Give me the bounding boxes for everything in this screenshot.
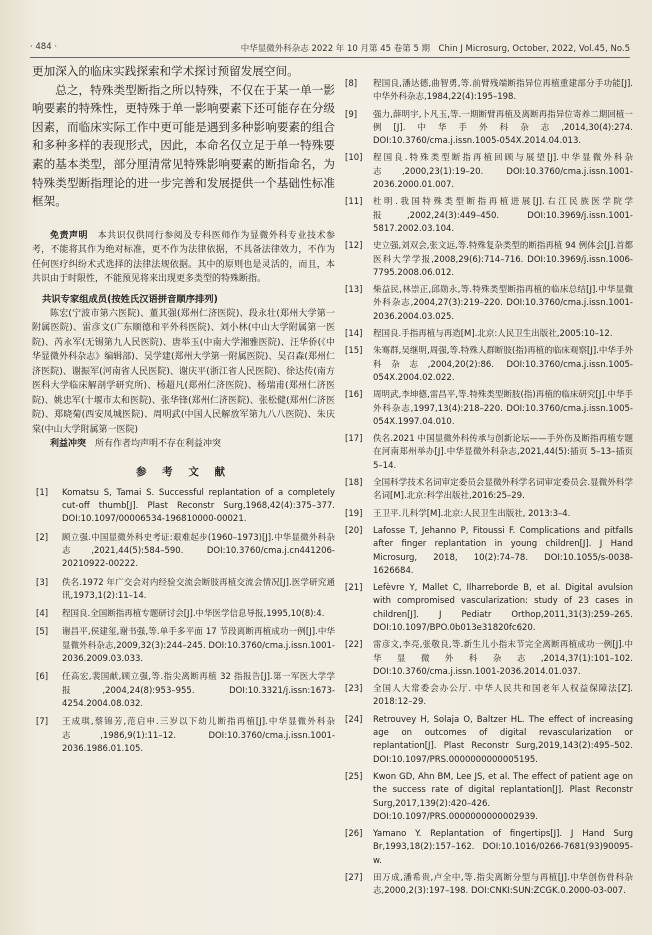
reference-item <box>345 477 633 504</box>
reference-number: [25] <box>345 771 363 782</box>
reference-item <box>345 78 633 105</box>
header-rule <box>30 57 630 58</box>
references-heading: 参 考 文 献 <box>136 465 231 478</box>
reference-item <box>345 714 633 767</box>
reference-item <box>345 771 633 824</box>
reference-number: [27] <box>345 873 363 884</box>
reference-item <box>32 487 335 527</box>
reference-item <box>32 716 335 756</box>
reference-text: 周明武,李坤德,雷昌平,等.特殊类型断肢(指)再植的临床研究[J].中华手外科杂志,1997,13(4):218–220. DOI:10.3760/cma.j.issn.1005-054X.1997.04.010. <box>373 390 633 427</box>
reference-number: [18] <box>345 478 363 489</box>
committee-members: 陈宏(宁波市第六医院)、董其强(郑州仁济医院)、段永壮(郑州大学第一附属医院)、雷彦文(广东顺德和平外科医院)、刘小林(中山大学附属第一医院)、芮永军(无锡第九人民医院)、唐举玉(中南大学湘雅医院)、汪华侨(《中华显微外科杂志》编辑部)、吴学建(郑州大学第一附属医院)、吴召森(郑州仁济医院)、谢振军(河南省人民医院)、谢庆平(浙江省人民医院)、徐达传(南方医科大学临床解剖学研究所)、杨超凡(郑州仁济医院)、杨瑞甫(郑州仁济医院)、姚忠军(十堰市太和医院)、张华锋(郑州仁济医院)、张松健(郑州仁济医院)、郑晓菊(西安凤城医院)、周明武(中国人民解放军第九八八医院)、朱庆棠(中山大学附属第一医院) <box>32 308 335 435</box>
reference-number: [24] <box>345 714 363 725</box>
reference-item <box>32 626 335 666</box>
reference-text: 朱骞群,吴继明,周强,等.特殊人群断肢(指)再植的临床观察[J].中华手外科杂志,2004,20(2):86. DOI:10.3760/cma.j.issn.1005-054X.2004.02.022. <box>373 346 633 383</box>
reference-number: [1] <box>36 487 49 498</box>
reference-text: 谢昌平,侯建玺,谢书强,等.单手多平面 17 节段离断再植成功一例[J].中华显微外科杂志,2009,32(3):244–245. DOI:10.3760/cma.j.issn.1001-2036.2009.03.033. <box>62 627 335 665</box>
reference-item <box>32 608 335 621</box>
reference-text: Yamano Y. Replantation of fingertips[J]. J Hand Surg Br,1993,18(2):157–162. DOI:10.1016/0266-7681(93)90095-w. <box>373 829 633 866</box>
left-column <box>32 62 335 761</box>
reference-number: [17] <box>345 434 363 445</box>
reference-item <box>345 345 633 385</box>
reference-list-left <box>32 487 335 756</box>
disclaimer-text: 本共识仅供同行参阅及专科医师作为显微外科专业技术参考，不能将其作为绝对标准，更不作为法律依据，不具备法律效力，不作为任何医疗纠纷术式选择的法律法规依据。其中的原则也是灵活的，而且，本共识由于时限性，不能预见将来出现更多类型的特殊断指。 <box>32 230 335 285</box>
reference-number: [9] <box>345 109 358 120</box>
continuation-paragraph: 更加深入的临床实践探索和学术探讨预留发展空间。 <box>32 64 299 78</box>
reference-number: [8] <box>345 79 358 89</box>
reference-number: [6] <box>36 672 49 683</box>
reference-text: 程国良,潘达德,曲智勇,等.前臂残端断指异位再植重建部分手功能[J].中华外科杂志,1984,22(4):195–198. <box>373 79 633 103</box>
right-column <box>345 78 633 903</box>
reference-number: [11] <box>345 197 363 208</box>
reference-text: Komatsu S, Tamai S. Successful replantation of a completely cut-off thumb[J]. Plast Reconstr Surg,1968,42(4):375–377. DOI:10.1097/00006534-196810000-00021. <box>62 487 335 525</box>
reference-item <box>345 284 633 324</box>
conflict-label: 利益冲突 <box>50 439 87 450</box>
reference-item <box>345 872 633 899</box>
reference-item <box>32 671 335 711</box>
reference-number: [26] <box>345 829 363 840</box>
reference-number: [16] <box>345 390 363 401</box>
disclaimer-paragraph <box>32 229 335 287</box>
reference-number: [2] <box>36 532 49 543</box>
reference-item <box>345 525 633 578</box>
reference-number: [19] <box>345 508 363 519</box>
reference-list-right <box>345 78 633 899</box>
reference-text: 程国良.手指再植与再造[M].北京:人民卫生出版社,2005:10–12. <box>373 329 613 340</box>
reference-item <box>345 582 633 635</box>
reference-item <box>345 240 633 280</box>
summary-paragraph: 总之，特殊类型断指之所以特殊，不仅在于某一单一影响要素的特殊性，更特殊于单一影响要素下还可能存在分级因素，而临床实际工作中更可能是遇到多种影响要素的组合和多种多样的表现形式，因此，本命名仅立足于单一特殊要素的基本类型，部分厘清常见特殊影响要素的断指命名，为特殊类型断指理论的进一步完善和发展提供一个基础性标准框架。 <box>32 82 335 209</box>
reference-text: 佚名.2021 中国显微外科传承与创新论坛——手外伤及断指再植专题在河南郑州举办[J].中华显微外科杂志,2021,44(5):插页 5–13–插页 5–14. <box>373 434 633 471</box>
reference-text: 雷彦文,李亮,张敬良,等.新生儿小指末节完全离断再植成功一例[J].中华显微外科杂志,2014,37(1):101–102. DOI:10.3760/cma.j.issn.1001-2036.2014.01.037. <box>373 640 633 677</box>
reference-text: 田万成,潘希贵,卢全中,等.指尖离断分型与再植[J].中华创伤骨科杂志,2000,2(3):197–198. DOI:CNKI:SUN:ZCGK.0.2000-03-007. <box>373 873 633 897</box>
reference-number: [7] <box>36 717 49 728</box>
reference-item <box>345 196 633 236</box>
reference-number: [21] <box>345 583 363 594</box>
page-number: · 484 · <box>30 42 58 52</box>
reference-text: 顾立强.中国显微外科史考证:艰难起步(1960–1973)[J].中华显微外科杂志,2021,44(5):584–590. DOI:10.3760/cma.j.cn441206-20210922-00222. <box>62 532 335 570</box>
reference-number: [4] <box>36 609 49 620</box>
reference-item <box>32 577 335 604</box>
reference-item <box>345 508 633 521</box>
reference-text: 佚名.1972 年广交会对内经验交流会断肢再植交流会情况[J].医学研究通讯,1973,1(2):11–14. <box>62 577 335 601</box>
reference-number: [10] <box>345 153 363 164</box>
reference-item <box>345 389 633 429</box>
reference-item <box>345 152 633 192</box>
reference-item <box>345 433 633 473</box>
reference-text: 王成琪,蔡锦芳,范启申.三岁以下幼儿断指再植[J].中华显微外科杂志,1986,9(1):11–12. DOI:10.3760/cma.j.issn.1001-2036.1986.01.105. <box>62 717 335 754</box>
journal-citation: 中华显微外科杂志 2022 年 10 月第 45 卷第 5 期 Chin J Microsurg, October, 2022, Vol.45, No.5 <box>240 44 630 54</box>
reference-number: [12] <box>345 241 363 252</box>
reference-text: 强力,薛明宇,卜凡玉,等.一期断臂再植及离断再指异位寄养二期回植一例[J].中华手外科杂志,2014,30(4):274. DOI:10.3760/cma.j.issn.1005-054X.2014.04.013. <box>373 109 633 147</box>
running-header <box>30 40 630 56</box>
reference-item <box>345 828 633 868</box>
reference-text: 杜明.我国特殊类型断指再植进展[J].右江民族医学院学报,2002,24(3):449–450. DOI:10.3969/j.issn.1001-5817.2002.03.104. <box>373 197 633 234</box>
reference-number: [13] <box>345 285 363 296</box>
reference-item <box>345 109 633 149</box>
conflict-statement <box>32 437 335 452</box>
reference-text: 全国人大常委会办公厅. 中华人民共和国老年人权益保障法[Z]. 2018:12–29. <box>373 684 633 708</box>
reference-text: Lafosse T, Jehanno P, Fitoussi F. Complications and pitfalls after finger replantation in young children[J]. J Hand Microsurg, 2018, 10(2):74–78. DOI:10.1055/s-0038-1626684. <box>373 525 633 576</box>
reference-text: 柴益民,林崇正,邱勋永,等.特殊类型断指再植的临床总结[J].中华显微外科杂志,2004,27(3):219–220. DOI:10.3760/cma.j.issn.1001-2036.2004.03.025. <box>373 285 633 322</box>
reference-number: [14] <box>345 329 363 340</box>
reference-text: 程国良.全国断指再植专题研讨会[J].中华医学信息导报,1995,10(8):4. <box>62 609 325 620</box>
reference-text: 全国科学技术名词审定委员会显微外科学名词审定委员会.显微外科学名词[M].北京:科学出版社,2016:25–29. <box>373 478 633 502</box>
reference-text: 王卫平.儿科学[M].北京:人民卫生出版社, 2013:3–4. <box>373 508 571 519</box>
reference-number: [3] <box>36 577 49 588</box>
reference-text: 史立强,刘双会,张文远,等.特殊复杂类型的断指再植 94 例体会[J].首都医科大学学报,2008,29(6):714–716. DOI:10.3969/j.issn.1006-7795.2008.06.012. <box>373 241 633 278</box>
reference-number: [23] <box>345 684 363 695</box>
reference-item <box>345 639 633 679</box>
reference-item <box>345 328 633 341</box>
reference-text: Kwon GD, Ahn BM, Lee JS, et al. The effect of patient age on the success rate of digital replantation[J]. Plast Reconstr Surg,2017,139(2):420–426. DOI:10.1097/PRS.0000000000002939. <box>373 771 633 822</box>
reference-text: 任高宏,裴国献,顾立强,等.指尖离断再植 32 指报告[J].第一军医大学学报,2004,24(8):953–955. DOI:10.3321/j.issn:1673-4254.2004.08.032. <box>62 672 335 709</box>
reference-number: [5] <box>36 627 49 638</box>
reference-text: 程国良.特殊类型断指再植回顾与展望[J].中华显微外科杂志,2000,23(1):19–20. DOI:10.3760/cma.j.issn.1001-2036.2000.01.007. <box>373 153 633 191</box>
committee-title: 共识专家组成员(按姓氏汉语拼音顺序排列) <box>42 293 218 305</box>
reference-item <box>345 683 633 710</box>
reference-text: Retrouvey H, Solaja O, Baltzer HL. The effect of increasing age on outcomes of digital revascularization or replantation[J]. Plast Reconstr Surg,2019,143(2):495–502. DOI:10.1097/PRS.0000000000005195. <box>373 714 633 765</box>
reference-number: [20] <box>345 525 363 536</box>
reference-text: Lefèvre Y, Mallet C, Ilharreborde B, et al. Digital avulsion with compromised vascularization: study of 23 cases in children[J]. J Pediatr Orthop,2011,31(3):259–265. DOI:10.1097/BPO.0b013e31820fc620. <box>373 583 633 633</box>
reference-item <box>32 532 335 572</box>
disclaimer-label: 免责声明 <box>50 230 89 241</box>
reference-number: [22] <box>345 640 363 651</box>
conflict-text: 所有作者均声明不存在利益冲突 <box>95 439 222 450</box>
reference-number: [15] <box>345 346 363 357</box>
